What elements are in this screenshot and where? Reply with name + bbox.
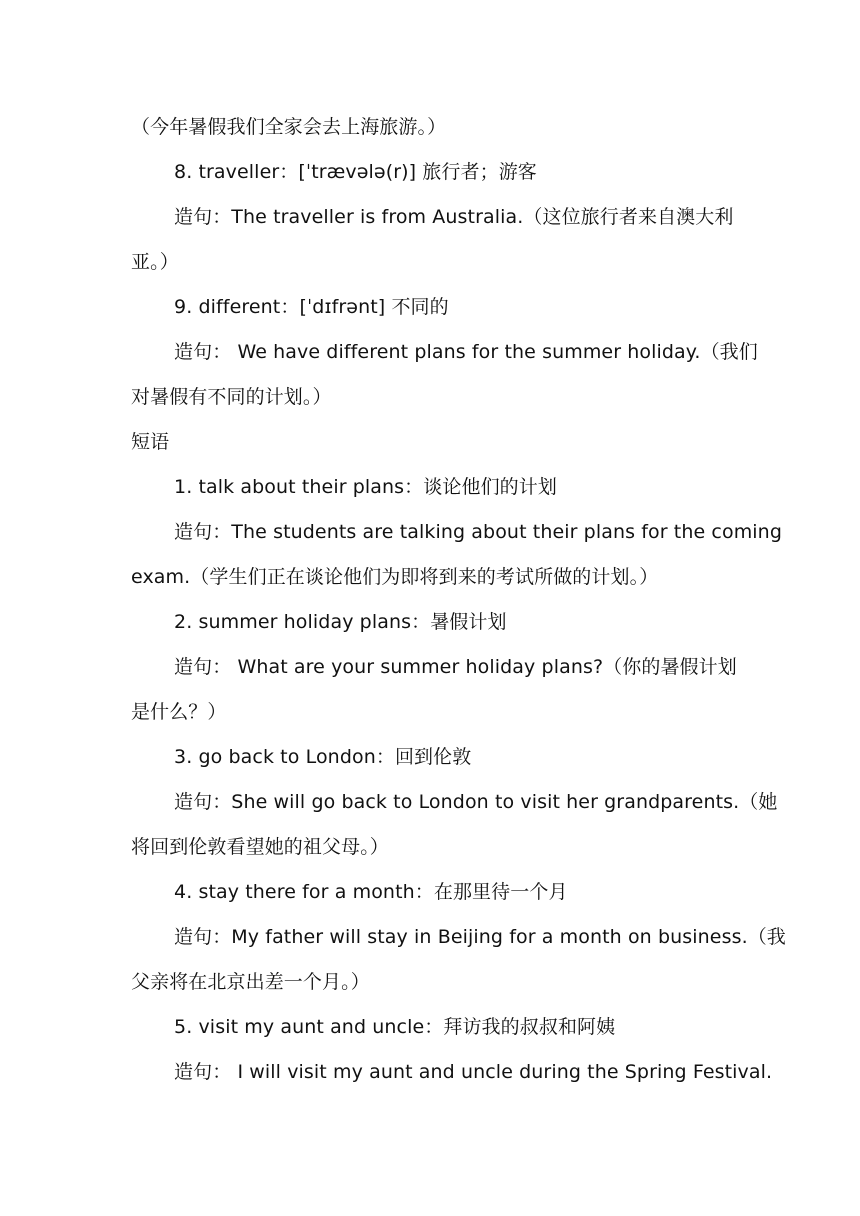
example-sentence-phrase-5: 造句： I will visit my aunt and uncle during the Spring Festival. (174, 1061, 773, 1083)
phrase-entry-5: 5. visit my aunt and uncle：拜访我的叔叔和阿姨 (174, 1016, 616, 1038)
example-translation-continuation: （今年暑假我们全家会去上海旅游。） (131, 116, 447, 138)
example-sentence-phrase-3-continued: 将回到伦敦看望她的祖父母。） (131, 836, 389, 858)
vocab-entry-traveller: 8. traveller：[ˈtrævələ(r)] 旅行者；游客 (174, 161, 537, 183)
phrase-entry-4: 4. stay there for a month：在那里待一个月 (174, 881, 568, 903)
phrase-entry-3: 3. go back to London：回到伦敦 (174, 746, 472, 768)
example-sentence-phrase-4: 造句：My father will stay in Beijing for a month on business.（我 (174, 926, 786, 948)
phrase-entry-2: 2. summer holiday plans：暑假计划 (174, 611, 507, 633)
example-sentence-different: 造句： We have different plans for the summer holiday.（我们 (174, 341, 758, 363)
vocab-entry-different: 9. different：[ˈdɪfrənt] 不同的 (174, 296, 449, 318)
example-sentence-different-continued: 对暑假有不同的计划。） (131, 386, 332, 408)
example-sentence-traveller: 造句：The traveller is from Australia.（这位旅行者来自澳大利 (174, 206, 734, 228)
example-sentence-phrase-4-continued: 父亲将在北京出差一个月。） (131, 971, 370, 993)
example-sentence-phrase-2: 造句： What are your summer holiday plans?（你的暑假计划 (174, 656, 737, 678)
section-heading-phrases: 短语 (131, 431, 170, 453)
example-sentence-phrase-3: 造句：She will go back to London to visit her grandparents.（她 (174, 791, 778, 813)
example-sentence-phrase-1-continued: exam.（学生们正在谈论他们为即将到来的考试所做的计划。） (131, 566, 659, 588)
example-sentence-phrase-1: 造句：The students are talking about their plans for the coming (174, 521, 782, 543)
phrase-entry-1: 1. talk about their plans：谈论他们的计划 (174, 476, 557, 498)
example-sentence-phrase-2-continued: 是什么？） (131, 701, 227, 723)
example-sentence-traveller-continued: 亚。） (131, 251, 179, 273)
